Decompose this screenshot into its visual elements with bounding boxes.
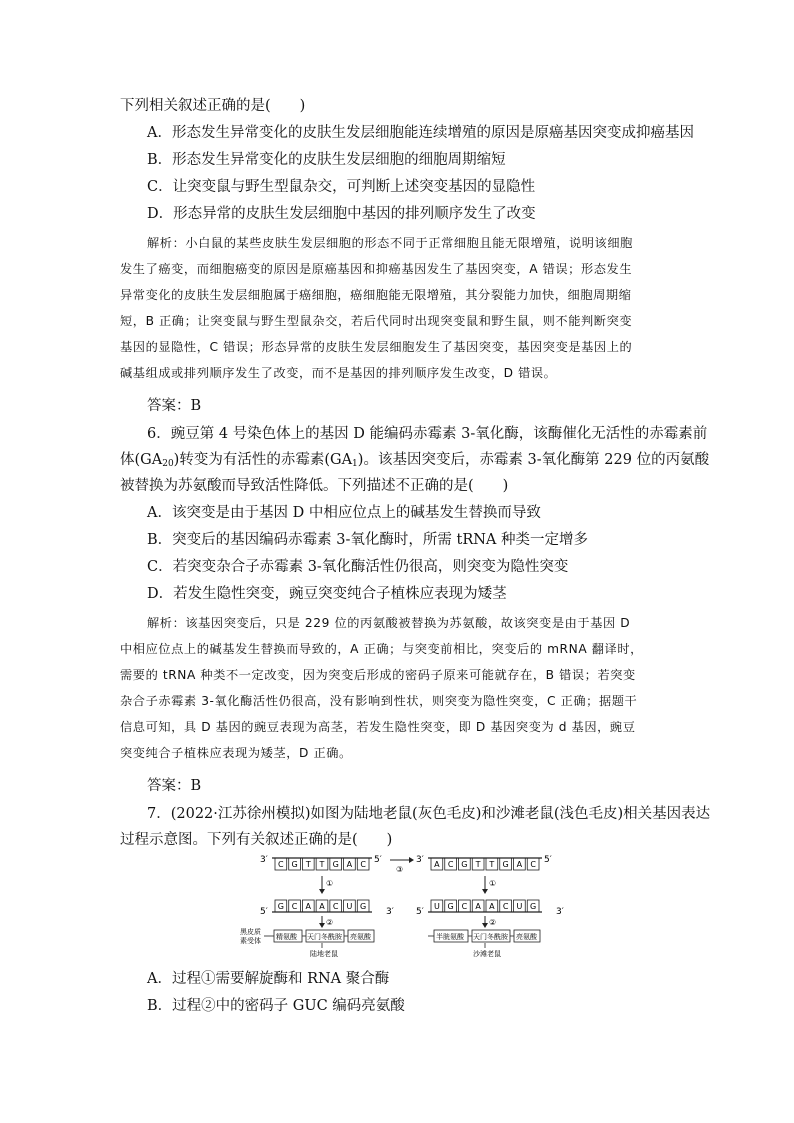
right-mrna-base: G [530,902,537,911]
right-dna-base: A [516,860,523,869]
right-mrna-base: A [475,902,481,911]
right-mrna-base: C [461,902,468,911]
right-dna-5-end: 5′ [544,855,552,865]
q6-explanation-line: 中相应位点上的碱基发生替换而导致的，A 正确；与突变前相比，突变后的 mRNA 翻译时， [120,642,643,656]
right-dna-3-end: 3′ [416,855,424,865]
right-dna-base: A [434,860,440,869]
q7-stem-line: 过程示意图。下列有关叙述正确的是( ) [120,832,393,848]
right-step2-label: ② [489,918,497,927]
q6-answer: 答案：B [147,778,202,794]
step3-label: ③ [396,865,404,874]
q6-stem-line: 体$(GA_{20})$转变为有活性的赤霉素$(GA_1)$。该基因突变后，赤霉素 3-氧化酶第 229 位的丙氨酸 [120,452,710,469]
left-caption: 陆地老鼠 [310,950,338,958]
right-dna-base: C [530,860,536,869]
q5-explanation-line: 解析：小白鼠的某些皮肤生发层细胞的形态不同于正常细胞且能无限增殖，说明该细胞 [147,236,633,250]
left-dna-base: C [278,860,284,869]
right-dna-base: G [502,860,509,869]
q7-option-a: A．过程①需要解旋酶和 RNA 聚合酶 [147,971,390,987]
left-mrna-base: G [277,902,284,911]
gene-expression-diagram [240,852,580,962]
q5-option-b: B．形态发生异常变化的皮肤生发层细胞的细胞周期缩短 [147,152,506,168]
q5-explanation-line: 基因的显隐性，C 错误；形态异常的皮肤生发层细胞发生了基因突变，基因突变是基因上的 [120,340,633,354]
right-dna-base: T [475,860,481,869]
receptor-label: 素受体 [240,937,261,945]
q6-explanation-line: 需要的 tRNA 种类不一定改变，因为突变后形成的密码子原来可能就存在，B 错误；若突变 [120,668,636,682]
right-mrna-base: A [489,902,495,911]
left-mrna-base: U [346,902,353,911]
left-dna-base: C [360,860,366,869]
q6-explanation-line: 突变纯合子植株应表现为矮茎，D 正确。 [120,746,352,760]
left-dna-base: G [291,860,298,869]
q5-explanation-line: 发生了癌变，而细胞癌变的原因是原癌基因和抑癌基因发生了基因突变，A 错误；形态发生 [120,262,633,276]
right-dna-base: C [447,860,454,869]
right-dna-base: G [461,860,468,869]
left-mrna-base: A [305,902,312,911]
right-dna-base: T [489,860,495,869]
q6-option-b: B．突变后的基因编码赤霉素 3-氧化酶时，所需 tRNA 种类一定增多 [147,532,589,548]
right-dna-bases [431,858,539,870]
left-mrna-3-end: 3′ [386,907,394,917]
left-step1-label: ① [326,879,334,888]
left-aa-1: 精氨酸 [276,933,297,941]
right-mrna-3-end: 3′ [556,907,564,917]
q5-option-d: D．形态异常的皮肤生发层细胞中基因的排列顺序发生了改变 [147,206,536,222]
q7-stem-line: 7．(2022·江苏徐州模拟)如图为陆地老鼠(灰色毛皮)和沙滩老鼠(浅色毛皮)相关基因表达 [147,806,711,822]
right-mrna-bases [431,900,539,912]
left-mrna-5-end: 5′ [260,907,268,917]
left-dna-5-end: 5′ [374,855,382,865]
q6-explanation-line: 信息可知，具 D 基因的豌豆表现为高茎，若发生隐性突变，即 D 基因突变为 d 基因，豌豆 [120,720,636,734]
left-step2-label: ② [326,918,334,927]
right-mrna-5-end: 5′ [416,907,424,917]
left-dna-base: T [305,860,311,869]
left-dna-base: G [332,860,339,869]
right-step1-label: ① [489,879,497,888]
q5-option-c: C．让突变鼠与野生型鼠杂交，可判断上述突变基因的显隐性 [147,179,536,195]
right-caption: 沙滩老鼠 [473,950,501,958]
q6-explanation-line: 杂合子赤霉素 3-氧化酶活性仍很高，没有影响到性状，则突变为隐性突变，C 正确；据题干 [120,694,638,708]
q5-stem: 下列相关叙述正确的是( ) [120,98,306,114]
q5-explanation-line: 碱基组成或排列顺序发生了改变，而不是基因的排列顺序发生改变，D 错误。 [120,366,557,380]
left-dna-bases [275,858,369,870]
receptor-label: 黑皮质 [240,928,261,936]
q6-stem-line: 6．豌豆第 4 号染色体上的基因 D 能编码赤霉素 3-氧化酶，该酶催化无活性的赤霉素前 [147,426,708,442]
left-dna-3-end: 3′ [260,855,268,865]
right-mrna-base: U [433,902,440,911]
q5-answer: 答案：B [147,398,202,414]
left-dna-base: T [319,860,325,869]
q6-option-d: D．若发生隐性突变，豌豆突变纯合子植株应表现为矮茎 [147,586,507,602]
q5-explanation-line: 短，B 正确；让突变鼠与野生型鼠杂交，若后代同时出现突变鼠和野生鼠，则不能判断突变 [120,314,633,328]
right-aa-1: 半胱氨酸 [436,933,464,941]
q5-explanation-line: 异常变化的皮肤生发层细胞属于癌细胞，癌细胞能无限增殖，其分裂能力加快，细胞周期缩 [120,288,632,302]
left-mrna-base: C [291,902,298,911]
right-mrna-base: G [447,902,454,911]
q6-stem-line: 被替换为苏氨酸而导致活性降低。下列描述不正确的是( ) [120,478,509,494]
left-dna-base: A [346,860,353,869]
right-aa-2: 天门冬酰胺 [473,933,508,941]
q6-option-c: C．若突变杂合子赤霉素 3-氧化酶活性仍很高，则突变为隐性突变 [147,559,569,575]
q5-option-a: A．形态发生异常变化的皮肤生发层细胞能连续增殖的原因是原癌基因突变成抑癌基因 [147,125,694,141]
left-mrna-bases [275,900,369,912]
right-aa-3: 亮氨酸 [516,933,537,941]
q7-option-b: B．过程②中的密码子 GUC 编码亮氨酸 [147,998,405,1014]
q6-option-a: A．该突变是由于基因 D 中相应位点上的碱基发生替换而导致 [147,505,541,521]
left-mrna-base: G [360,902,367,911]
left-mrna-base: A [319,902,325,911]
q6-explanation-line: 解析：该基因突变后，只是 229 位的丙氨酸被替换为苏氨酸，故该突变是由于基因 D [147,616,631,630]
left-mrna-base: C [332,902,339,911]
left-aa-3: 亮氨酸 [350,933,371,941]
right-mrna-base: C [502,902,509,911]
left-aa-2: 天门冬酰胺 [307,933,342,941]
right-mrna-base: U [516,902,523,911]
